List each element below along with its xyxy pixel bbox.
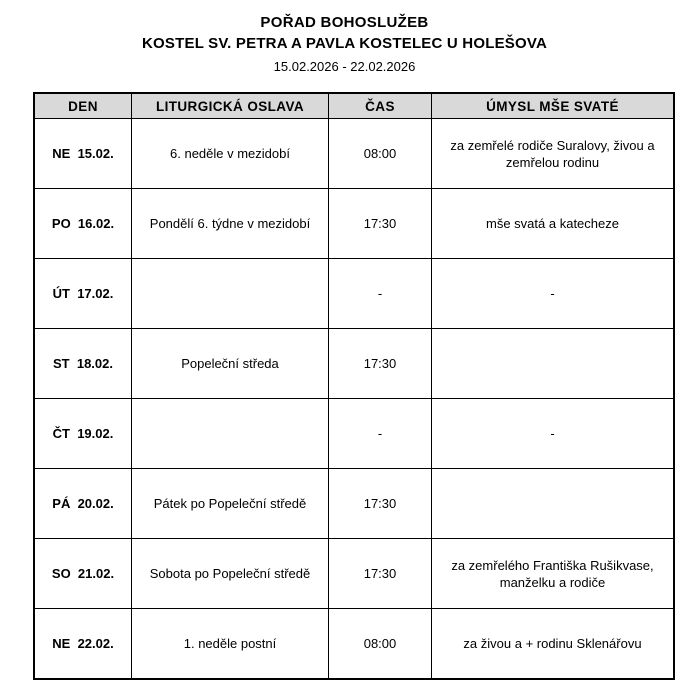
cell-celebration: Pátek po Popeleční středě [132,469,329,539]
cell-celebration: Sobota po Popeleční středě [132,539,329,609]
cell-intention: za zemřelého Františka Rušikvase, manželku a rodiče [432,539,675,609]
document-header [0,0,689,78]
cell-time: - [329,399,432,469]
cell-time: 17:30 [329,539,432,609]
cell-intention: za zemřelé rodiče Suralovy, živou a zemřelou rodinu [432,119,675,189]
table-row [34,329,674,399]
table-row [34,119,674,189]
table-header [34,93,674,119]
column-header-time: ČAS [329,93,432,119]
cell-time: 17:30 [329,469,432,539]
cell-time: 17:30 [329,329,432,399]
page-subtitle: KOSTEL SV. PETRA A PAVLA KOSTELEC U HOLEŠOVA [142,35,547,52]
cell-time: 08:00 [329,609,432,680]
column-header-intention: ÚMYSL MŠE SVATÉ [432,93,675,119]
cell-intention: - [432,399,675,469]
cell-day: NE 22.02. [34,609,132,680]
table-header-row [34,93,674,119]
cell-day: PÁ 20.02. [34,469,132,539]
cell-intention: - [432,259,675,329]
cell-time: - [329,259,432,329]
cell-intention [432,329,675,399]
cell-time: 17:30 [329,189,432,259]
cell-day: ST 18.02. [34,329,132,399]
table-row [34,399,674,469]
table-row [34,609,674,680]
table-row [34,189,674,259]
column-header-day: DEN [34,93,132,119]
table-body [34,119,674,680]
schedule-table [33,92,675,680]
cell-celebration: Pondělí 6. týdne v mezidobí [132,189,329,259]
cell-intention [432,469,675,539]
page-title: POŘAD BOHOSLUŽEB [260,14,429,31]
cell-celebration: 6. neděle v mezidobí [132,119,329,189]
cell-celebration [132,259,329,329]
cell-day: PO 16.02. [34,189,132,259]
cell-celebration: Popeleční středa [132,329,329,399]
cell-day: SO 21.02. [34,539,132,609]
cell-intention: za živou a + rodinu Sklenářovu [432,609,675,680]
table-row [34,259,674,329]
column-header-celebration: LITURGICKÁ OSLAVA [132,93,329,119]
cell-celebration: 1. neděle postní [132,609,329,680]
cell-day: NE 15.02. [34,119,132,189]
schedule-table-wrapper [33,92,656,680]
cell-time: 08:00 [329,119,432,189]
cell-intention: mše svatá a katecheze [432,189,675,259]
date-range: 15.02.2026 - 22.02.2026 [273,59,416,74]
table-row [34,539,674,609]
cell-day: ČT 19.02. [34,399,132,469]
cell-day: ÚT 17.02. [34,259,132,329]
table-row [34,469,674,539]
cell-celebration [132,399,329,469]
